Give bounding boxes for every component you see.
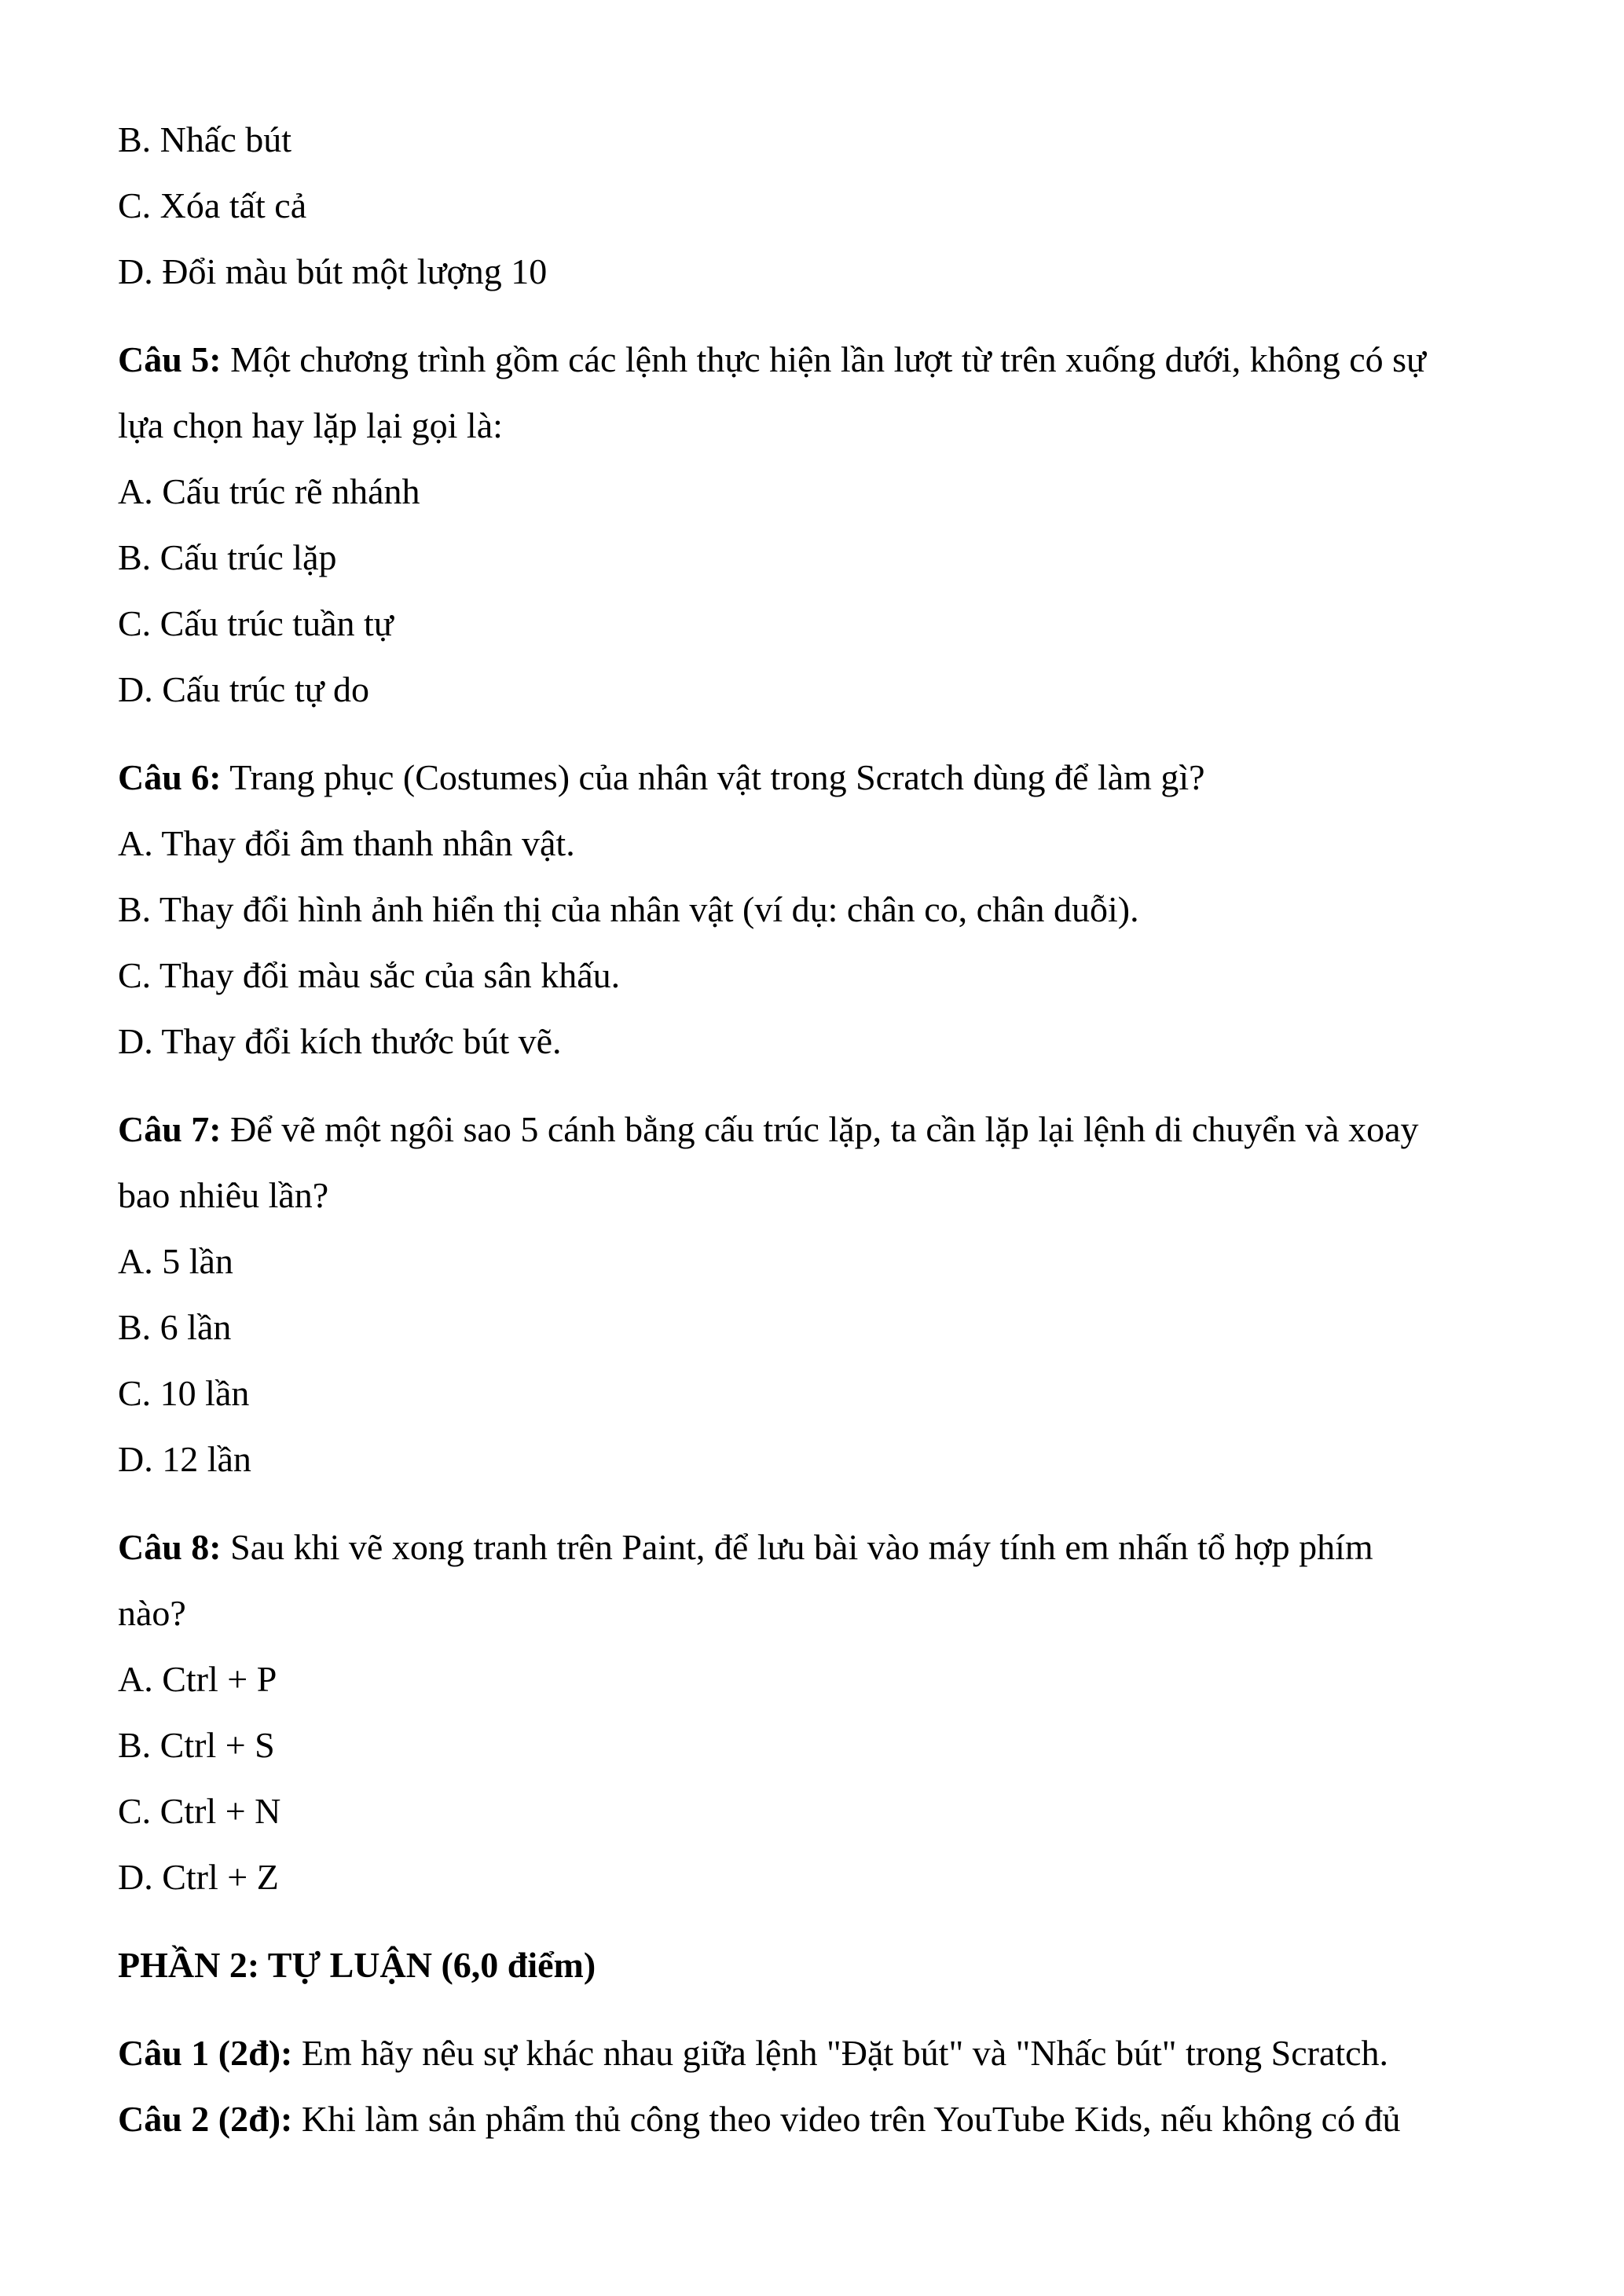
essay-question-1 bbox=[118, 2030, 1388, 2077]
option-line: C. 10 lần bbox=[118, 1373, 250, 1413]
question-label: Câu 1 (2đ): bbox=[118, 2033, 293, 2073]
question-label: Câu 6: bbox=[118, 757, 222, 797]
option-line: A. Cấu trúc rẽ nhánh bbox=[118, 471, 420, 511]
question-7-line-1 bbox=[118, 1106, 1419, 1153]
option-line: D. Cấu trúc tự do bbox=[118, 669, 370, 709]
option-line: D. 12 lần bbox=[118, 1439, 251, 1479]
question-5-line-1 bbox=[118, 336, 1426, 383]
question-8-line-1 bbox=[118, 1524, 1373, 1571]
option-line: C. Thay đổi màu sắc của sân khấu. bbox=[118, 955, 621, 995]
question-6-line-1 bbox=[118, 754, 1205, 801]
section-heading: PHẦN 2: TỰ LUẬN (6,0 điểm) bbox=[118, 1945, 596, 1985]
question-label: Câu 2 (2đ): bbox=[118, 2099, 293, 2139]
option-line: B. Cấu trúc lặp bbox=[118, 537, 337, 577]
question-label: Câu 8: bbox=[118, 1527, 222, 1567]
question-text: Một chương trình gồm các lệnh thực hiện lần lượt từ trên xuống dưới, không có sự bbox=[221, 339, 1426, 379]
option-line: A. Thay đổi âm thanh nhân vật. bbox=[118, 823, 575, 863]
option-line: C. Ctrl + N bbox=[118, 1791, 281, 1831]
option-line: B. Thay đổi hình ảnh hiển thị của nhân vật (ví dụ: chân co, chân duỗi). bbox=[118, 889, 1139, 929]
question-text: Sau khi vẽ xong tranh trên Paint, để lưu bài vào máy tính em nhấn tổ hợp phím bbox=[221, 1527, 1373, 1567]
essay-question-2 bbox=[118, 2096, 1401, 2143]
option-line: D. Ctrl + Z bbox=[118, 1857, 279, 1897]
option-line: B. Ctrl + S bbox=[118, 1725, 275, 1765]
question-text: Trang phục (Costumes) của nhân vật trong Scratch dùng để làm gì? bbox=[221, 757, 1205, 797]
option-line: A. Ctrl + P bbox=[118, 1659, 277, 1699]
question-label: Câu 7: bbox=[118, 1109, 222, 1149]
option-line: A. 5 lần bbox=[118, 1241, 233, 1281]
question-5-line-2: lựa chọn hay lặp lại gọi là: bbox=[118, 405, 503, 445]
question-label: Câu 5: bbox=[118, 339, 222, 379]
question-7-line-2: bao nhiêu lần? bbox=[118, 1175, 329, 1215]
option-line: B. Nhấc bút bbox=[118, 119, 292, 159]
option-line: C. Xóa tất cả bbox=[118, 185, 307, 225]
option-line: B. 6 lần bbox=[118, 1307, 232, 1347]
option-line: D. Thay đổi kích thước bút vẽ. bbox=[118, 1021, 562, 1061]
question-8-line-2: nào? bbox=[118, 1593, 186, 1633]
option-line: C. Cấu trúc tuần tự bbox=[118, 603, 394, 643]
question-text: Để vẽ một ngôi sao 5 cánh bằng cấu trúc lặp, ta cần lặp lại lệnh di chuyển và xoay bbox=[221, 1109, 1419, 1149]
question-text: Em hãy nêu sự khác nhau giữa lệnh "Đặt bút" và "Nhấc bút" trong Scratch. bbox=[292, 2033, 1389, 2073]
question-text: Khi làm sản phẩm thủ công theo video trên YouTube Kids, nếu không có đủ bbox=[292, 2099, 1401, 2139]
option-line: D. Đổi màu bút một lượng 10 bbox=[118, 251, 548, 291]
